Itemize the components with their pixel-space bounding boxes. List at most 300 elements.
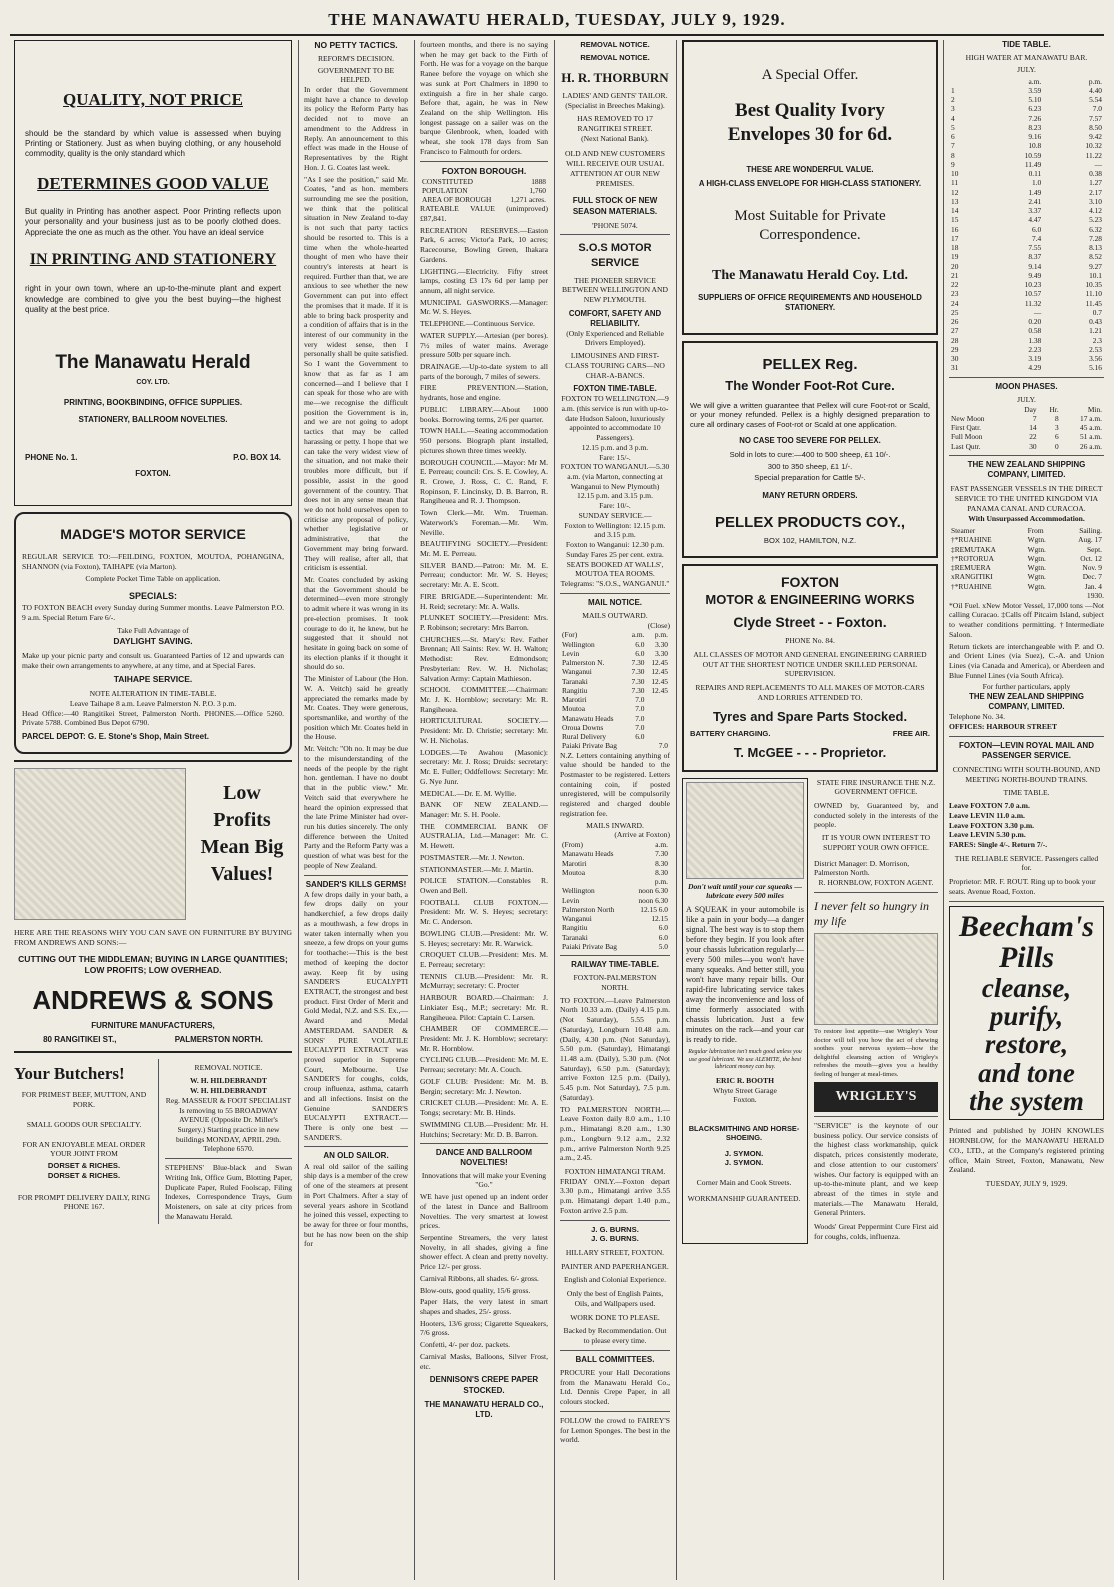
dorset-1: DORSET & RICHES. (47, 1161, 121, 1171)
dennison: DENNISON'S CREPE PAPER STOCKED. (429, 1375, 539, 1395)
sos-tt-title: FOXTON TIME-TABLE. (573, 384, 657, 394)
mail-out-row (560, 677, 670, 686)
mail-title: MAIL NOTICE. (587, 597, 643, 607)
printing-line: PRINTING, BOOKBINDING, OFFICE SUPPLIES. (63, 398, 243, 408)
fast-vessels: FAST PASSENGER VESSELS IN THE DIRECT SERVICE TO THE UNITED KINGDOM VIA PANAMA CANAL AND CURACOA. (950, 484, 1103, 513)
rail-text-1: TO FOXTON.—Leave Palmerston North 10.33 a.m. (Daily) 4.15 p.m. (Not Saturday), 5.55 p.m. (Saturday), Longburn 10.48 a.m. (Daily, 4.30 p.m. (Not Saturday), 5.50 p.m. (Saturday), Himatangi 11.48 a.m. (Daily), 5.30 p.m. (Not Saturday), 6.50 p.m. (Saturday); arrive Foxton 12.5 p.m. (Daily), 5.45 p.m. Not Saturday), 7.5 p.m. (Saturday). (560, 995, 670, 1102)
sos-timetable-line: Fare: 15/-. (599, 452, 631, 462)
tide-row-cell: 9 (951, 159, 955, 169)
mail-in-row-cell: Levin (562, 895, 580, 905)
mails-outward: MAILS OUTWARD. (582, 610, 648, 620)
ship-offices: OFFICES: HARBOUR STREET (949, 721, 1058, 731)
tide-row-cell: 15 (951, 215, 959, 225)
moon-row-cell: 30 (1029, 441, 1037, 451)
moon-july: JULY. (1017, 394, 1036, 404)
mail-close: (Close) (647, 620, 670, 630)
mcgee: T. McGEE - - - Proprietor. (733, 744, 887, 760)
andrews-ad (14, 760, 292, 1052)
borough-item: FIRE BRIGADE.—Superintendent: Mr. H. Reid; secretary: Mr. A. Walls. (420, 591, 548, 611)
tide-row-cell: 24 (951, 298, 959, 308)
borough-item: SILVER BAND.—Patron: Mr. M. E. Perreau; conductor: Mr. W. S. Heyes; secretary: Mr. A. E. Scott. (420, 560, 548, 590)
borough-item: BEAUTIFYING SOCIETY.—President: Mr. M. E. Perreau. (420, 539, 548, 558)
ship-row (949, 582, 1104, 591)
tide-row (949, 317, 1104, 326)
hildebrandt-name-1: W. H. HILDEBRANDT (190, 1076, 267, 1086)
battery-charging: BATTERY CHARGING. (690, 729, 771, 739)
mail-out-row-cell: 7.30 (631, 685, 645, 695)
sailor-title: AN OLD SAILOR. (323, 1151, 389, 1161)
thorburn-removal-2: REMOVAL NOTICE. (580, 52, 650, 62)
specials-text: TO FOXTON BEACH every Sunday during Summer months. Leave Palmerston P.O. 9 a.m. Special Return Fare 6/-. (22, 602, 284, 622)
borough-title: FOXTON BOROUGH. (441, 165, 527, 176)
ball-title: BALL COMMITTEES. (575, 1354, 655, 1364)
borough-item: TENNIS CLUB.—President: Mr. R. McMurray; secretary: C. Procter (420, 971, 548, 991)
tide-row (949, 308, 1104, 317)
mail-out-row-cell: (For) (562, 630, 578, 640)
thorburn-next-bank: (Next National Bank). (581, 133, 649, 143)
tide-row-cell: 2.3 (1092, 335, 1102, 345)
ball-text: PROCURE your Hall Decorations from the Manawatu Herald Co., Ltd. Dennis Crepe Paper, in all colours stocked. (560, 1367, 670, 1407)
borough-item: FIRE PREVENTION.—Station, hydrants, hose and engine. (420, 383, 548, 403)
foxton-motor-ad (682, 564, 938, 772)
ship-row-cell: Steamer (951, 526, 976, 536)
ship-notes: *Oil Fuel. xNew Motor Vessel, 17,000 tons —Not calling Curacao. ‡Calls off Pitcairn Island, subject to weather conditions permitting. †Intermediate Saloon. (949, 600, 1104, 639)
herald-printing-ad (14, 40, 292, 506)
tide-row-cell: 17 (951, 233, 959, 243)
tide-row (949, 225, 1104, 234)
herald-coy: COY. LTD. (136, 379, 170, 387)
tide-row-cell: 6.32 (1089, 224, 1102, 234)
ship-row-cell: Wgtn. (1027, 581, 1046, 591)
mail-out-row-cell: 6.0 (635, 639, 645, 649)
tide-row-cell: 13 (951, 196, 959, 206)
symon-2: J. SYMON. (724, 1158, 764, 1168)
butchers-ad (14, 1059, 159, 1224)
follow-text: FOLLOW the crowd to FAIREY'S for Lemon Sponges. The best in the world. (560, 1415, 670, 1445)
mail-in-row (560, 840, 670, 849)
bottom-ads-row (14, 1059, 292, 1224)
mail-in-row-cell: Paiaki Private Bag (562, 941, 618, 951)
tide-row (949, 132, 1104, 141)
thorburn-name: H. R. THORBURN (561, 70, 669, 86)
tide-row-cell: 8.52 (1089, 252, 1102, 262)
tide-row (949, 289, 1104, 298)
mail-in-row-cell: Manawatu Heads (562, 849, 614, 859)
tide-row (949, 234, 1104, 243)
moon-row-cell: 17 a.m. (1080, 413, 1102, 423)
ship-row-cell: Wgtn. (1027, 563, 1046, 573)
tide-row-cell: 3.56 (1089, 354, 1102, 364)
ship-row-cell: Wgtn. (1027, 535, 1046, 545)
right-text: right in your own town, where an up-to-the-minute plant and expert knowledge are combined to give you the best buying—the highest quality at the best price. (25, 284, 281, 314)
tide-row (949, 169, 1104, 178)
specials-heading: SPECIALS: (128, 591, 177, 602)
borough-list (420, 204, 548, 1139)
herald-name: The Manawatu Herald (55, 352, 251, 374)
alemite-ad (682, 778, 808, 1244)
column-1 (14, 40, 292, 1580)
butchers-line-1: FOR PRIMEST BEEF, MUTTON, AND PORK. (21, 1090, 147, 1110)
mail-in-row-cell: Wanganui (562, 914, 592, 924)
dance-item: Hooters, 13/6 gross; Cigarette Squeakers, 7/6 gross. (420, 1318, 548, 1338)
sos-timetable-line: Telegrams: "S.O.S., WANGANUI." (560, 578, 670, 588)
mail-in-row-cell: 6.0 (658, 932, 668, 942)
ship-row-cell: xRANGITIKI (951, 572, 993, 582)
wrigleys-logo: WRIGLEY'S (814, 1082, 938, 1112)
mail-in-row-cell: Palmerston North (562, 904, 615, 914)
borough-item: CHURCHES.—St. Mary's: Rev. Father Brennan; All Saints: Rev. W. H. Walton; Methodist: Rev. Edmondson; Presbyterian: Rev. W. H. Nicholas; Salvation Army: Captain Mathieson. (420, 634, 548, 683)
no-case: NO CASE TOO SEVERE FOR PELLEX. (739, 435, 881, 445)
tide-row-cell: 10.32 (1085, 141, 1102, 151)
own-interest: IT IS YOUR OWN INTEREST TO SUPPORT YOUR OWN OFFICE. (821, 833, 931, 852)
dance-item: Carnival Ribbons, all shades. 6/- gross. (420, 1273, 539, 1283)
tide-row (949, 354, 1104, 363)
herald-coy-footer: THE MANAWATU HERALD CO., LTD. (424, 1399, 544, 1420)
mail-out-row-cell: 6.0 (635, 648, 645, 658)
tide-row-cell: 4.47 (1028, 215, 1042, 225)
tide-row (949, 262, 1104, 271)
moon-row (949, 423, 1104, 432)
mail-out-row-cell: 12.45 (651, 685, 668, 695)
tide-row-cell: 1.21 (1089, 326, 1102, 336)
moon-table (949, 405, 1104, 451)
tide-row-cell: p.m. (1088, 76, 1102, 86)
daylight-saving: DAYLIGHT SAVING. (113, 636, 193, 647)
tide-row-cell: 31 (951, 363, 959, 373)
mail-in-row (560, 859, 670, 868)
mail-out-row-cell (627, 741, 646, 750)
mail-out-row-cell: 7.30 (631, 676, 645, 686)
tide-row-cell: 2.41 (1028, 196, 1042, 206)
levin-list (949, 801, 1104, 850)
levin-row: FARES: Single 4/-. Return 7/-. (949, 840, 1048, 850)
tide-row (949, 151, 1104, 160)
tide-row-cell: — (1094, 159, 1102, 169)
col5-bottom (682, 778, 938, 1244)
tide-row-cell: 5.10 (1028, 95, 1042, 105)
tide-row-cell: 0.38 (1089, 169, 1102, 179)
mail-in-row (560, 896, 670, 905)
column-7 (949, 40, 1104, 1580)
many-return: MANY RETURN ORDERS. (762, 490, 858, 500)
ship-row-cell: Oct. 12 (1080, 553, 1102, 563)
nzship-title-2: THE NEW ZEALAND SHIPPING COMPANY, LIMITED. (969, 692, 1084, 712)
but-text: But quality in Printing has another aspect. Poor Printing reflects upon your personality and your business just as to be poorly clothed does. Appreciate the one as much as the other. You have an ideal service (25, 207, 281, 237)
sos-timetable (560, 394, 670, 588)
stationery-line: STATIONERY, BALLROOM NOVELTIES. (78, 414, 228, 424)
mail-out-row-cell: 7.0 (635, 713, 645, 723)
rail-sub: FOXTON-PALMERSTON NORTH. (573, 973, 657, 992)
mail-in-row (560, 877, 670, 886)
printed-by: Printed and published by JOHN KNOWLES HORNBLOW, for the MANAWATU HERALD CO., LTD., at the Company's registered printing office, Main Street, Foxton, Manawatu, New Zealand. (949, 1126, 1104, 1175)
madge-regular: REGULAR SERVICE TO:—FEILDING, FOXTON, MOUTOA, POHANGINA, SHANNON (via Foxton), TAIHAPE (via Marton). (22, 552, 284, 571)
hildebrandt-text: Reg. MASSEUR & FOOT SPECIALIST Is removing to 55 BROADWAY AVENUE (Opposite Dr. Miller's Surgery.) Starting practice in new buildings MONDAY, APRIL 29th. Telephone 6570. (165, 1095, 292, 1154)
tide-row-cell: 8.13 (1089, 243, 1102, 253)
tide-row-cell: 11.22 (1085, 150, 1102, 160)
tide-row (949, 95, 1104, 104)
tide-row-cell: 7.55 (1028, 243, 1042, 253)
dance-item: Carnival Masks, Balloons, Silver Frost, etc. (420, 1351, 548, 1371)
take-full: Take Full Advantage of (117, 626, 189, 636)
ship-row-cell: Sept. (1087, 544, 1102, 554)
in-printing-heading: IN PRINTING AND STATIONERY (29, 250, 277, 268)
sos-title: S.O.S MOTOR SERVICE (578, 242, 652, 269)
levin-proprietor: Proprietor: MR. F. ROUT. Ring up to book your seats. Avenue Road, Foxton. (949, 877, 1096, 896)
beechams-ad (949, 906, 1104, 1121)
dance-sub: Innovations that will make your Evening "Go." (421, 1170, 547, 1190)
tide-row-cell: 1.49 (1028, 187, 1042, 197)
butchers-line-3: FOR AN ENJOYABLE MEAL ORDER YOUR JOINT FROM (22, 1139, 146, 1159)
only-best: Only the best of English Paints, Oils, and Wallpapers used. (566, 1289, 664, 1308)
borough-row (420, 186, 548, 195)
stephens-text: STEPHENS' Blue-black and Swan Writing Ink, Office Gum, Blotting Paper, Duplicate Paper, Ruled Foolscap, Filing Indexes, Correspondence Trays, Gum Moisteners, on sale at city prices from the Manawatu Herald. (165, 1163, 292, 1221)
borough-item: MEDICAL.—Dr. E. M. Wyllie. (420, 788, 517, 798)
petty-sub-1: REFORM'S DECISION. (317, 53, 395, 63)
levin-row: Leave FOXTON 7.0 a.m. (949, 801, 1030, 811)
pellex-products: PELLEX PRODUCTS COY., (714, 513, 906, 531)
ship-row-cell: Wgtn. (1027, 544, 1046, 554)
ship-year: 1930. (1086, 590, 1104, 600)
tide-row-cell: 4 (951, 113, 955, 123)
tide-row-cell: 11.10 (1085, 289, 1102, 299)
corner: Corner Main and Cook Streets. (696, 1177, 792, 1187)
tide-row (949, 77, 1104, 86)
footer-date: TUESDAY, JULY 9, 1929. (985, 1178, 1068, 1188)
borough-row-cell: AREA OF BOROUGH (422, 195, 492, 204)
sos-timetable-line: SUNDAY SERVICE.— (578, 510, 652, 520)
low-profits: Low Profits Mean Big Values! (200, 782, 284, 886)
tide-row-cell: 11.32 (1024, 298, 1042, 308)
ship-row-cell: Jan. 4 (1084, 581, 1102, 591)
mail-out-row-cell: Rural Delivery (562, 732, 607, 742)
borough-item: BANK OF NEW ZEALAND.—Manager: Mr. S. H. Poole. (420, 800, 548, 819)
tide-row-cell: 4.40 (1089, 85, 1102, 95)
butchers-line-4: FOR PROMPT DELIVERY DAILY, RING PHONE 167. (17, 1192, 151, 1212)
mail-in-row-cell: Moutoa (562, 867, 585, 877)
tide-row-cell: 1 (951, 85, 955, 95)
mail-arrive: (Arrive at Foxton) (614, 830, 670, 840)
tide-row-cell: 8.37 (1028, 252, 1042, 262)
tide-row-cell: 8.23 (1028, 122, 1042, 132)
hildebrandt-name-2: W. H. HILDEBRANDT (190, 1086, 267, 1096)
mail-out-row-cell: Oroua Downs (562, 722, 604, 732)
foxton-title: FOXTON (780, 573, 840, 590)
tide-table (949, 77, 1104, 373)
mail-in-row-cell: Rangitiu (562, 923, 588, 933)
moon-row-cell: 51 a.m. (1080, 432, 1102, 442)
hildebrandt-ad (165, 1059, 292, 1224)
levin-row: Leave FOXTON 3.30 p.m. (949, 820, 1035, 830)
dance-item: Serpentine Streamers, the very latest Novelty, in all shades, giving a fine shower effect. A clean and pretty novelty. Price 12/- per gross. (420, 1233, 548, 1272)
pellex-text: We will give a written guarantee that Pellex will cure Foot-rot or Scald, or your money refunded. Pellex is a highly designed preparation to cure all ordinary cases of Foot-rot or Scald at one application. (690, 400, 930, 430)
tide-row-cell: 7 (951, 141, 955, 151)
mail-out-row-cell: 3.30 (655, 639, 668, 649)
sold-1: Sold in lots to cure:—400 to 500 sheep, £1 10/-. (729, 449, 891, 459)
ship-row-cell: Sailing. (1079, 526, 1102, 536)
borough-item: DRAINAGE.—Up-to-date system to all parts of the borough, 7 miles of sewers. (420, 362, 548, 381)
tide-row-cell: 7.26 (1028, 113, 1042, 123)
tide-row (949, 252, 1104, 261)
tide-row (949, 197, 1104, 206)
borough-item: LIGHTING.—Electricity. Fifty street lamps, costing £3 17s 6d per lamp per annum, all night service. (420, 266, 548, 295)
tide-row-cell: 5.23 (1089, 215, 1102, 225)
tide-row (949, 363, 1104, 372)
mail-out-row-cell: 3.30 (655, 648, 668, 658)
mail-out-row (560, 695, 670, 704)
foxton-line: FOXTON. (135, 469, 171, 479)
borough-item: TELEPHONE.—Continuous Service. (420, 319, 535, 329)
andrews-name: ANDREWS & SONS (32, 985, 274, 1015)
tide-row-cell: 12 (951, 187, 959, 197)
tide-row (949, 114, 1104, 123)
mail-in-row (560, 905, 670, 914)
sailor-text: A real old sailor of the sailing ship days is a member of the crew of one of the steamers at present in Port Chalmers. After a stay of several years ashore in Scotland he joined this vessel, expecting to be away for three or four months, but he has now been on the ship for (304, 1161, 408, 1249)
masthead-rule (10, 34, 1104, 36)
tide-row-cell: 11.49 (1024, 159, 1042, 169)
column-5 (682, 40, 938, 1580)
mail-in-row-cell: p.m. (654, 877, 668, 887)
service-text: "SERVICE" is the keynote of our business policy. Our service consists of the highest class workmanship, quick dispatch, prices consistently moderate, and close attention to our customers' wishes. Our factory is equipped with an up-to-the-minute plant, and we keep abreast of the times in style and materials.—The Manawatu Herald, General Printers. (814, 1120, 938, 1218)
masthead: THE MANAWATU HERALD, TUESDAY, JULY 9, 1929. (328, 10, 786, 29)
dance-list (420, 1233, 548, 1371)
mail-out-row-cell: 7.0 (658, 741, 668, 751)
petty-paragraph: "As I see the position," said Mr. Coates, "and as hon. members surrounding me see the position, we think that the political situation in New Zealand to-day is not such that party tactics should be resorted to. This is a time when the whole-hearted thought of men who have their country's interests at heart is required. Further than that, we are anxious to see whether the new Government can put into effect the promises that it made. If it is able to bring back prosperity and a condition of affairs that is in the interest of our community in the very widest sense, then I personally shall be quite satisfied. So I want the Government to know that as far as I am concerned—and I believe that I can speak for those who are with me—we recognise the difficult position the Government is in, and we are not going to adopt tactics that may be called harassing or petty. I hope that we can take the very widest view of the situation, and not make their troubles more difficult, but if possible, assist in the good government of the country. That does not in any sense mean that we do not hold ourselves open to criticise any proposal of policy, whether legislative or administrative, that the Government may bring forward. They will realise, after all, that criticism is essential. (304, 174, 408, 573)
never-felt: I never felt so hungry in my life (814, 898, 929, 929)
regular-lubrication: Regular lubrication isn't much good unless you use good lubricant. We use ALEMITE, the best lubricant money can buy. (688, 1048, 802, 1071)
moon-row-cell: Full Moon (951, 432, 983, 442)
ship-row (949, 526, 1104, 535)
borough-item: GOLF CLUB: President: Mr. M. B. Bergin; secretary: Mr. J. Newton. (420, 1076, 548, 1096)
ship-row-cell: †*RUAHINE (951, 581, 992, 591)
tide-row-cell: 6.23 (1028, 104, 1042, 114)
beechams-word: and tone (978, 1057, 1075, 1088)
borough-item: Town Clerk.—Mr. Wm. Trueman. Waterwork's Foreman.—Mr. Wm. Neville. (420, 508, 548, 537)
tide-row-cell: 1.27 (1089, 178, 1102, 188)
sos-timetable-line: FOXTON TO WANGANUI.—5.30 a.m. (via Marton, connecting at Wanganui to New Plymouth) (560, 462, 670, 491)
mail-out-row-cell: 7.0 (635, 695, 645, 705)
tide-row-cell: 9.42 (1089, 132, 1102, 142)
sos-timetable-line: Sunday Fares 25 per cent. extra. (566, 549, 664, 559)
tide-row-cell: 8.50 (1089, 122, 1102, 132)
petty-paragraph: The Minister of Labour (the Hon. W. A. Veitch) said he greatly appreciated the remarks made by Mr. Coates. They were generous, sportsmanlike, and worthy of the position which Mr. Coates held in the House. (304, 674, 408, 742)
mail-out-row-cell: Levin (562, 648, 580, 658)
borough-item: CRICKET CLUB.—President: Mr. A. E. Tongs; secretary: Mr. B. Hinds. (420, 1098, 548, 1118)
beechams-word: Pills (998, 941, 1054, 975)
petty-sub-2: GOVERNMENT TO BE HELPED. (317, 65, 395, 85)
tide-row-cell: 11 (951, 178, 959, 188)
tide-row-cell: 3.10 (1089, 196, 1102, 206)
tide-row-cell: 2.53 (1089, 344, 1102, 354)
mail-out-row-cell: 12.45 (651, 667, 668, 677)
mails-inward-table (560, 840, 670, 951)
tide-row (949, 215, 1104, 224)
mail-out-row-cell: 7.0 (635, 704, 645, 714)
state-fire-area (814, 778, 938, 1244)
mail-out-row-cell: Rangitiu (562, 685, 588, 695)
ship-row (949, 572, 1104, 581)
pellex-ad (682, 341, 938, 558)
burns-2: J. G. BURNS. (591, 1234, 639, 1244)
tide-row-cell: 16 (951, 224, 959, 234)
levin-row: Leave LEVIN 5.30 p.m. (949, 830, 1026, 840)
andrews-street: 80 RANGITIKEI ST., (43, 1034, 117, 1044)
tide-row-cell: 9.14 (1028, 261, 1042, 271)
tide-row-cell: 4.12 (1089, 206, 1102, 216)
tide-row-cell: 9.27 (1089, 261, 1102, 271)
mail-out-row-cell (646, 704, 670, 713)
mail-in-row-cell: a.m. (655, 840, 668, 850)
mail-in-row-cell: 7.30 (655, 849, 668, 859)
petty-paragraph: In order that the Government might have a chance to develop its policy the Reform Party has decided not to move an amendment to the Address in Reply. An announcement to this effect was made in the House of Representatives by the Right Hon. J. G. Coates last week. (304, 85, 408, 172)
germs-text: A few drops daily in your bath, a few drops daily on your handkerchief, a few drops daily as a mouthwash, a few drops in water taken internally when you sneeze, a few drops on your gums for toothache:—This is the best method of keeping the doctor away. Keep fit by using SANDER'S EUCALYPTI EXTRACT, the strongest and best product. First Order of Merit and Gold Medal, N.Z. and S.S. Ex.,—Award and Medal AMSTERDAM. SANDER & SONS' PURE VOLATILE EUCALYPTI EXTRACT was proved superior in Supreme Court, Melbourne. Use SANDER'S for coughs, colds, croup influenza, asthma, catarrh and all infections. Insist on the Genuine SANDER'S EUCALYPTI EXTRACT.—There is only one best —SANDER'S. (304, 889, 408, 1142)
pellex-box: BOX 102, HAMILTON, N.Z. (763, 536, 857, 546)
unsurpassed: With Unsurpassed Accommodation. (968, 513, 1085, 523)
sailor-continued: fourteen months, and there is no saying when he may get back to the Firth of Forth. He was for a voyage on the barque Ranee before the voyage on which she was sunk at Port Chalmers in 1890 to extinguish a fire in her shale cargo. Before that, again, he was in New Zealand on the ship Wellington. His longest passage on a sailer was on the barque Glenbrook, when, loaded with wheat, she took 178 days from San Francisco to Falmouth for orders. (420, 40, 548, 156)
dance-title: DANCE AND BALLROOM NOVELTIES! (435, 1148, 533, 1168)
nzship-title: THE NEW ZEALAND SHIPPING COMPANY, LIMITED. (967, 459, 1086, 480)
sos-timetable-line: FOXTON TO WELLINGTON.—9 a.m. (this service is run with up-to-date Hudson Saloon, luxuriously appointed to accommodate 10 Passengers). (561, 394, 669, 443)
tide-row-cell: 2.17 (1089, 187, 1102, 197)
tide-row (949, 271, 1104, 280)
moon-row (949, 442, 1104, 451)
sos-timetable-line: Foxton to Wanganui: 12.30 p.m. (565, 540, 665, 550)
madge-title: MADGE'S MOTOR SERVICE (60, 526, 246, 543)
tide-row-cell: 20 (951, 261, 959, 271)
butchers-line-2: SMALL GOODS OUR SPECIALTY. (26, 1119, 142, 1129)
borough-item: SWIMMING CLUB.—President: Mr. H. Hutchins; Secretary: Mr. D. B. Barron. (420, 1119, 548, 1139)
tide-row-cell: 9.16 (1028, 132, 1042, 142)
butchers-title: Your Butchers! (14, 1063, 125, 1083)
borough-row (420, 195, 548, 204)
tide-row (949, 243, 1104, 252)
mail-out-row-cell: Wanganui (562, 667, 592, 677)
tide-row-cell: 10.8 (1028, 141, 1042, 151)
state-fire: STATE FIRE INSURANCE THE N.Z. GOVERNMENT OFFICE. (816, 777, 936, 797)
tide-row-cell: 18 (951, 243, 959, 253)
tide-sub: HIGH WATER AT MANAWATU BAR. (965, 53, 1088, 63)
mail-out-row (560, 640, 670, 649)
phone-number: PHONE No. 1. (25, 452, 78, 462)
mail-out-row-cell: 7.30 (631, 667, 645, 677)
mail-out-row-cell: 12.45 (651, 676, 668, 686)
column-4 (560, 40, 670, 1580)
moon-row-cell: Day (1024, 404, 1037, 414)
booth-name: ERIC R. BOOTH (715, 1075, 775, 1085)
dont-wait: Don't wait until your car squeaks — lubricate every 500 miles (688, 881, 802, 901)
borough-item: STATIONMASTER.—Mr. J. Martin. (420, 864, 534, 874)
english: English and Colonial Experience. (563, 1275, 667, 1285)
workmanship: WORKMANSHIP GUARANTEED. (687, 1193, 801, 1203)
tide-row-cell: 25 (951, 307, 959, 317)
tide-row-cell: 3.59 (1028, 85, 1042, 95)
borough-row-cell: 1888 (531, 176, 546, 186)
tide-row-cell: 26 (951, 317, 959, 327)
ship-row-cell: Wgtn. (1027, 553, 1046, 563)
mail-out-row-cell: 7.0 (635, 722, 645, 732)
tide-row-cell: 5 (951, 122, 955, 132)
tide-row (949, 123, 1104, 132)
tide-row-cell: 7.4 (1032, 233, 1042, 243)
here-are-reasons: HERE ARE THE REASONS WHY YOU CAN SAVE ON FURNITURE BY BUYING FROM ANDREWS AND SONS:— (14, 928, 292, 948)
germs-title: SANDER'S KILLS GERMS! (305, 879, 407, 889)
head-office: Head Office:—40 Rangitikei Street, Palmerston North. PHONES.—Office 5260. Private 5788. Combined Bus Depot 6790. (22, 708, 284, 728)
tyres: Tyres and Spare Parts Stocked. (712, 708, 908, 724)
mail-in-row-cell: noon 6.30 (638, 895, 668, 905)
ship-row (949, 545, 1104, 554)
moon-row-cell: First Qatr. (951, 423, 981, 433)
tide-row-cell: 0.43 (1089, 317, 1102, 327)
levin-title: FOXTON—LEVIN ROYAL MAIL AND PASSENGER SERVICE. (959, 740, 1094, 760)
